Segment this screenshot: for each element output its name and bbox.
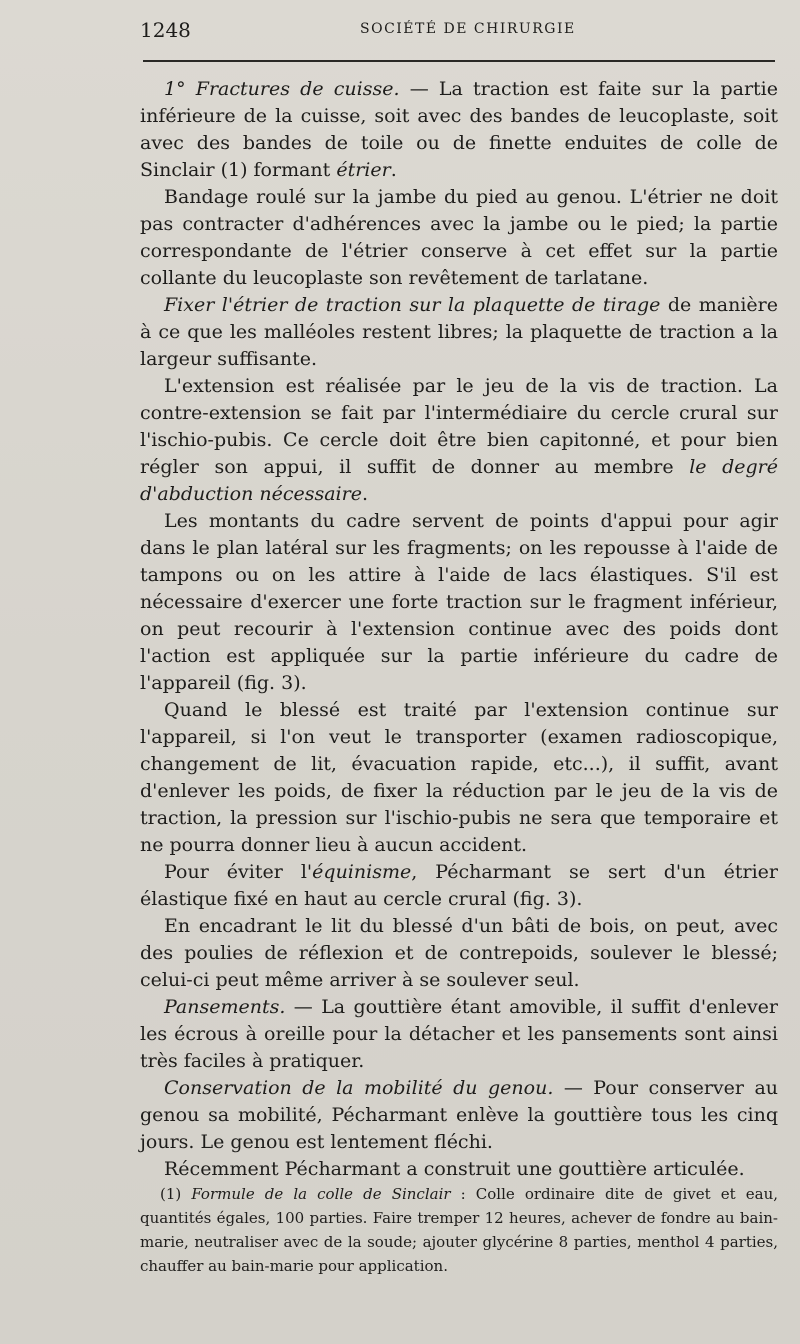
paragraph: Récemment Pécharmant a construit une gouttière articulée. xyxy=(164,1158,745,1180)
paragraph: Bandage roulé sur la jambe du pied au genou. L'étrier ne doit pas contracter d'adhérences avec la jambe ou le pied; la partie correspondante de l'étrier conserve à cet effet sur la partie collante du leucoplaste son revêtement de tarlatane. xyxy=(140,186,778,289)
paragraph: Conservation de la mobilité du genou. — Pour conserver au genou sa mobilité, Pécharmant enlève la gouttière tous les cinq jours. Le genou est lentement fléchi. xyxy=(140,1077,779,1153)
page-header xyxy=(140,18,780,48)
header-rule xyxy=(143,60,775,62)
paragraph: En encadrant le lit du blessé d'un bâti de bois, on peut, avec des poulies de réflexion et de contrepoids, soulever le blessé; celui-ci peut même arriver à se soulever seul. xyxy=(140,915,778,991)
paragraph: Pour éviter l'équinisme, Pécharmant se sert d'un étrier élastique fixé en haut au cercle crural (fig. 3). xyxy=(140,861,778,910)
paragraph: L'extension est réalisée par le jeu de la vis de traction. La contre-extension se fait par l'intermédiaire du cercle crural sur l'ischio-pubis. Ce cercle doit être bien capitonné, et pour bien régler son appui, il suffit de donner au membre le degré d'abduction nécessaire. xyxy=(140,375,779,505)
paragraph: Quand le blessé est traité par l'extension continue sur l'appareil, si l'on veut le transporter (examen radioscopique, changement de lit, évacuation rapide, etc...), il suffit, avant d'enlever les poids, de fixer la réduction par le jeu de la vis de traction, la pression sur l'ischio-pubis ne sera que temporaire et ne pourra donner lieu à aucun accident. xyxy=(140,699,778,856)
paragraph: Pansements. — La gouttière étant amovible, il suffit d'enlever les écrous à oreille pour la détacher et les pansements sont ainsi très faciles à pratiquer. xyxy=(140,996,778,1072)
section-heading: 1° Fractures de cuisse. xyxy=(164,78,400,100)
section-heading: Conservation de la mobilité du genou. xyxy=(164,1077,554,1099)
page-number: 1248 xyxy=(140,18,191,42)
running-title: SOCIÉTÉ DE CHIRURGIE xyxy=(360,21,576,37)
paragraph: Fixer l'étrier de traction sur la plaquette de tirage de manière à ce que les malléoles restent libres; la plaquette de traction a la largeur suffisante. xyxy=(140,294,778,370)
paragraph: 1° Fractures de cuisse. — La traction est faite sur la partie inférieure de la cuisse, soit avec des bandes de leucoplaste, soit avec des bandes de toile ou de finette enduites de colle de Sinclair (1) formant étrier. xyxy=(140,78,778,181)
section-heading: Pansements. xyxy=(164,996,286,1018)
footnote: (1) Formule de la colle de Sinclair : Colle ordinaire dite de givet et eau, quantités égales, 100 parties. Faire tremper 12 heures, achever de fondre au bain-marie, neutraliser avec de la soude; ajouter glycérine 8 parties, menthol 4 parties, chauffer au bain-marie pour application. xyxy=(140,1185,778,1275)
body-text xyxy=(140,76,778,1183)
paragraph: Les montants du cadre servent de points d'appui pour agir dans le plan latéral sur les fragments; on les repousse à l'aide de tampons ou on les attire à l'aide de lacs élastiques. S'il est nécessaire d'exercer une forte traction sur le fragment inférieur, on peut recourir à l'extension continue avec des poids dont l'action est appliquée sur la partie inférieure du cadre de l'appareil (fig. 3). xyxy=(140,510,778,694)
